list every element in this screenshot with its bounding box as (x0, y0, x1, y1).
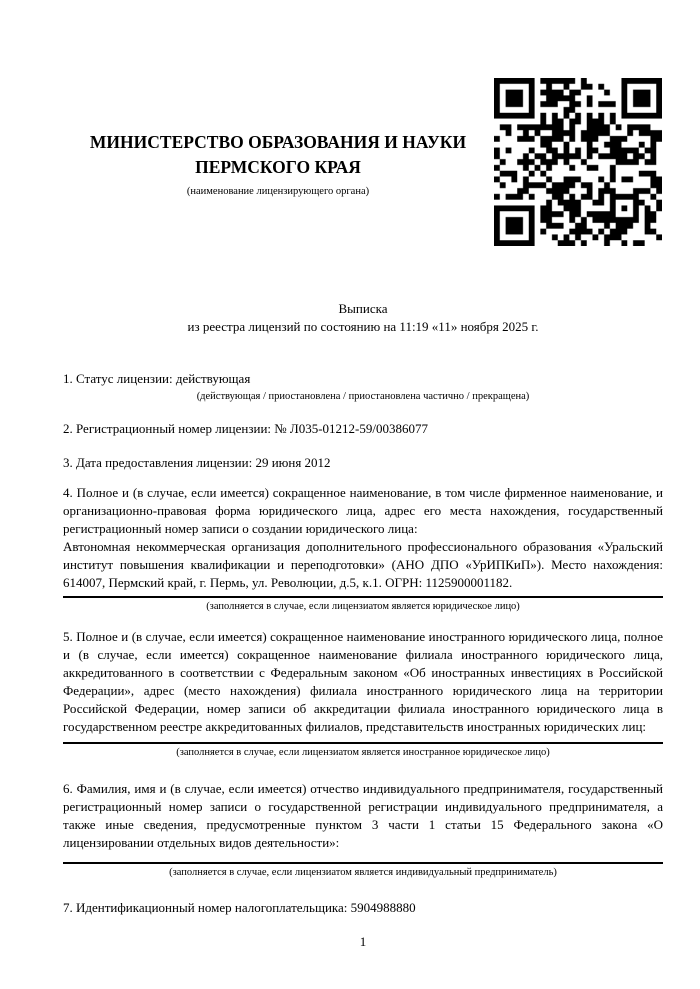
item-2-registration-number: 2. Регистрационный номер лицензии: № Л035-01212-59/00386077 (63, 421, 429, 436)
item-6-fill-line (63, 862, 663, 864)
item-5-foreign-entity-question: 5. Полное и (в случае, если имеется) сокращенное наименование иностранного юридического лица, полное и (в случае, если имеется) сокращенное наименование филиала иностранного юридического лица, аккредитованного в соответствии с Федеральным законом «Об иностранных инвестициях в Российской Федерации», адрес (место нахождения) филиала иностранного юридического лица на территории Российской Федерации, номер записи об аккредитации филиала иностранного юридического лица в государственном реестре аккредитованных филиалов, представительств иностранных юридических лиц: (63, 629, 663, 734)
document-title-line2: из реестра лицензий по состоянию на 11:19 «11» ноября 2025 г. (187, 319, 539, 334)
item-4-legal-entity-question: 4. Полное и (в случае, если имеется) сокращенное наименование, в том числе фирменное наименование, и организационно-правовая форма юридического лица, адрес его места нахождения, государственный регистрационный номер записи о создании юридического лица: (63, 485, 663, 536)
item-3-license-date: 3. Дата предоставления лицензии: 29 июня 2012 (63, 455, 331, 470)
item-5-fill-line (63, 742, 663, 744)
ministry-name-line1: МИНИСТЕРСТВО ОБРАЗОВАНИЯ И НАУКИ (89, 132, 467, 152)
licensing-authority-caption: (наименование лицензирующего органа) (186, 186, 370, 197)
item-1-license-status: 1. Статус лицензии: действующая (63, 371, 251, 386)
item-6-entrepreneur-question: 6. Фамилия, имя и (в случае, если имеется) отчество индивидуального предпринимателя, государственный регистрационный номер записи о государственной регистрации индивидуального предпринимателя, а также иные сведения, предусмотренные пунктом 3 части 1 статьи 15 Федерального закона «О лицензировании отдельных видов деятельности»: (63, 781, 663, 850)
item-4-legal-entity-answer: Автономная некоммерческая организация дополнительного профессионального образования «Уральский институт повышения квалификации и переподготовки» (АНО ДПО «УрИПКиП»). Место нахождения: 614007, Пермский край, г. Пермь, ул. Революции, д.5, к.1. ОГРН: 1125900001182. (63, 539, 663, 590)
page-number: 1 (359, 934, 367, 949)
item-4-fill-line (63, 596, 663, 598)
item-6-caption: (заполняется в случае, если лицензиатом является индивидуальный предприниматель) (169, 867, 557, 878)
ministry-title-block (63, 130, 493, 198)
item-4-caption: (заполняется в случае, если лицензиатом является юридическое лицо) (206, 601, 520, 612)
document-header (0, 0, 700, 245)
document-body (0, 300, 700, 951)
document-title (63, 300, 663, 336)
document-title-line1: Выписка (338, 301, 388, 316)
ministry-name-line2: ПЕРМСКОГО КРАЯ (195, 157, 361, 177)
item-7-taxpayer-number: 7. Идентификационный номер налогоплательщика: 5904988880 (63, 900, 416, 915)
qr-code-image (494, 78, 662, 246)
item-5-caption: (заполняется в случае, если лицензиатом является иностранное юридическое лицо) (176, 747, 550, 758)
item-1-caption: (действующая / приостановлена / приостановлена частично / прекращена) (196, 391, 530, 402)
